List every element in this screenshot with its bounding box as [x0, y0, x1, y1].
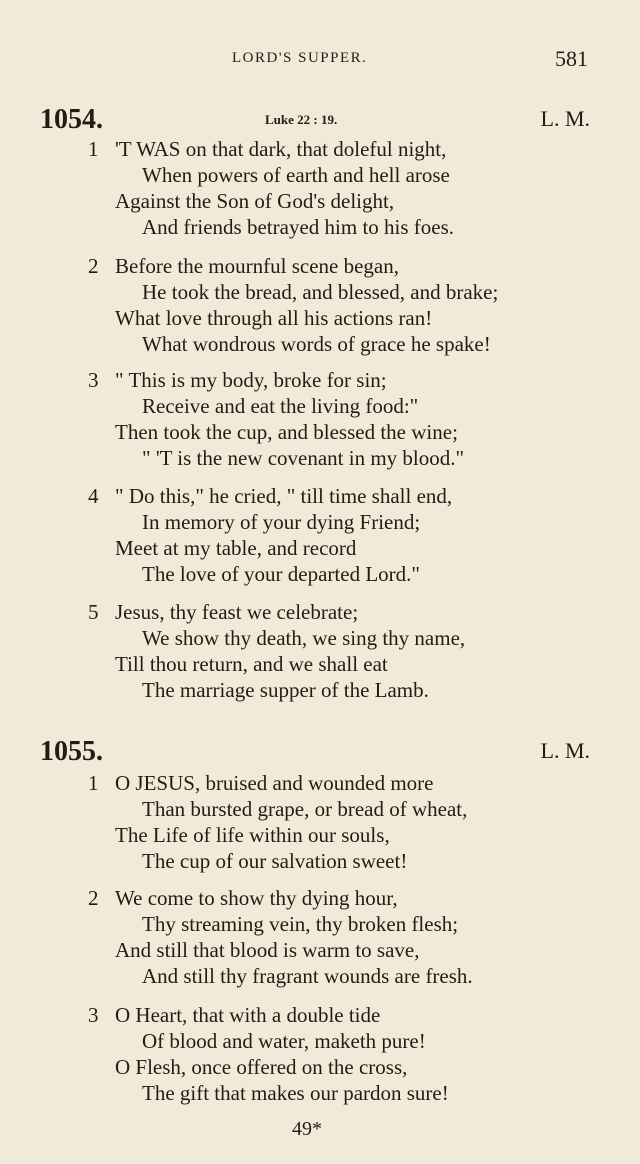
verse-line: Of blood and water, maketh pure! — [142, 1029, 426, 1053]
hymn-number: 1055. — [40, 736, 103, 767]
verse-line: We show thy death, we sing thy name, — [142, 626, 466, 650]
verse-line: Thy streaming vein, thy broken flesh; — [142, 912, 459, 936]
verse-line: And friends betrayed him to his foes. — [142, 215, 455, 239]
verse-number: 2 — [88, 886, 99, 910]
verse-line: He took the bread, and blessed, and brake; — [142, 280, 499, 304]
verse-line: O JESUS, bruised and wounded more — [115, 771, 434, 795]
verse-number: 3 — [88, 1003, 99, 1027]
verse-number: 1 — [88, 771, 99, 795]
page-number: 581 — [555, 46, 588, 71]
running-head — [0, 46, 640, 76]
verse-line: We come to show thy dying hour, — [115, 886, 398, 910]
hymn-number: 1054. — [40, 104, 103, 135]
verse-number: 1 — [88, 137, 99, 161]
verse-line: Against the Son of God's delight, — [115, 189, 395, 213]
verse-line: When powers of earth and hell arose — [142, 163, 450, 187]
hymn-heading — [0, 736, 640, 770]
meter: L. M. — [540, 738, 590, 763]
verse-number: 3 — [88, 368, 99, 392]
verse-line: The marriage supper of the Lamb. — [142, 678, 429, 702]
verse-line: O Heart, that with a double tide — [115, 1003, 381, 1027]
verse-line: Till thou return, and we shall eat — [115, 652, 388, 676]
verse-line: And still thy fragrant wounds are fresh. — [142, 964, 473, 988]
meter: L. M. — [540, 106, 590, 131]
verse-line: " Do this," he cried, " till time shall end, — [115, 484, 453, 508]
verse-line: And still that blood is warm to save, — [115, 938, 420, 962]
running-title: LORD'S SUPPER. — [232, 50, 368, 66]
verse-line: In memory of your dying Friend; — [142, 510, 421, 534]
verse-line: The gift that makes our pardon sure! — [142, 1081, 449, 1105]
verse-line: The love of your departed Lord." — [142, 562, 420, 586]
hymn-heading — [0, 104, 640, 138]
verse-number: 4 — [88, 484, 99, 508]
verse-line: Before the mournful scene began, — [115, 254, 399, 278]
verse-line: The Life of life within our souls, — [115, 823, 390, 847]
scripture-reference: Luke 22 : 19. — [265, 112, 338, 127]
verse-line: " 'T is the new covenant in my blood." — [142, 446, 465, 470]
verse-line: The cup of our salvation sweet! — [142, 849, 408, 873]
verse-line: Receive and eat the living food:" — [142, 394, 419, 418]
verse-line: 'T WAS on that dark, that doleful night, — [115, 137, 447, 161]
verse-line: Than bursted grape, or bread of wheat, — [142, 797, 468, 821]
verse-line: Jesus, thy feast we celebrate; — [115, 600, 359, 624]
verse-line: Then took the cup, and blessed the wine; — [115, 420, 458, 444]
verse-line: " This is my body, broke for sin; — [115, 368, 387, 392]
verse-number: 5 — [88, 600, 99, 624]
verse-line: Meet at my table, and record — [115, 536, 357, 560]
verse-line: What love through all his actions ran! — [115, 306, 433, 330]
verse-number: 2 — [88, 254, 99, 278]
verse-line: What wondrous words of grace he spake! — [142, 332, 491, 356]
signature-mark: 49* — [292, 1118, 322, 1140]
verse-line: O Flesh, once offered on the cross, — [115, 1055, 408, 1079]
